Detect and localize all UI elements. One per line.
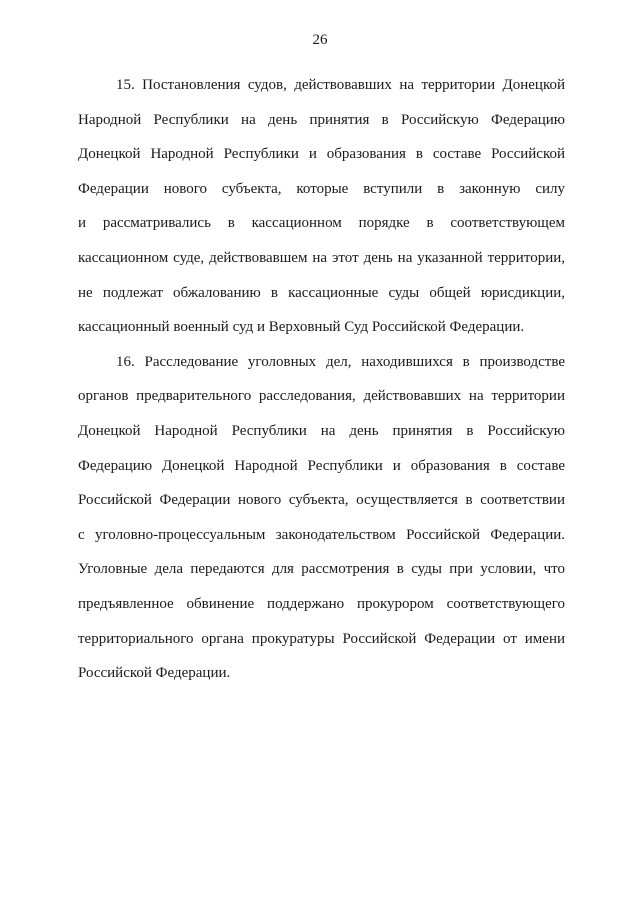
text-line: Федерацию Донецкой Народной Республики и образования в составе	[78, 457, 565, 474]
text-line: Народной Республики на день принятия в Российскую Федерацию	[78, 111, 565, 128]
text-line: 16. Расследование уголовных дел, находившихся в производстве	[116, 353, 565, 370]
text-line: Федерации нового субъекта, которые вступили в законную силу	[78, 180, 565, 197]
text-line: Российской Федерации нового субъекта, осуществляется в соответствии	[78, 492, 565, 509]
text-line: предъявленное обвинение поддержано прокурором соответствующего	[78, 595, 565, 612]
paragraph-16	[78, 345, 565, 691]
text-line: Российской Федерации.	[78, 665, 231, 682]
text-line: не подлежат обжалованию в кассационные суды общей юрисдикции,	[78, 284, 565, 301]
paragraph-15	[78, 68, 565, 345]
text-line: Уголовные дела передаются для рассмотрения в суды при условии, что	[78, 561, 565, 578]
text-line: и рассматривались в кассационном порядке в соответствующем	[78, 215, 565, 232]
text-line: кассационном суде, действовавшем на этот день на указанной территории,	[78, 249, 565, 266]
text-line: кассационный военный суд и Верховный Суд Российской Федерации.	[78, 319, 525, 336]
text-line: территориального органа прокуратуры Российской Федерации от имени	[78, 630, 565, 647]
text-line: 15. Постановления судов, действовавших на территории Донецкой	[116, 77, 565, 93]
text-line: Донецкой Народной Республики на день принятия в Российскую	[78, 422, 565, 439]
text-line: Донецкой Народной Республики и образования в составе Российской	[78, 146, 565, 163]
document-body	[78, 68, 565, 691]
page-number: 26	[312, 32, 328, 48]
text-line: с уголовно-процессуальным законодательством Российской Федерации.	[78, 526, 565, 543]
text-line: органов предварительного расследования, действовавших на территории	[78, 388, 565, 405]
